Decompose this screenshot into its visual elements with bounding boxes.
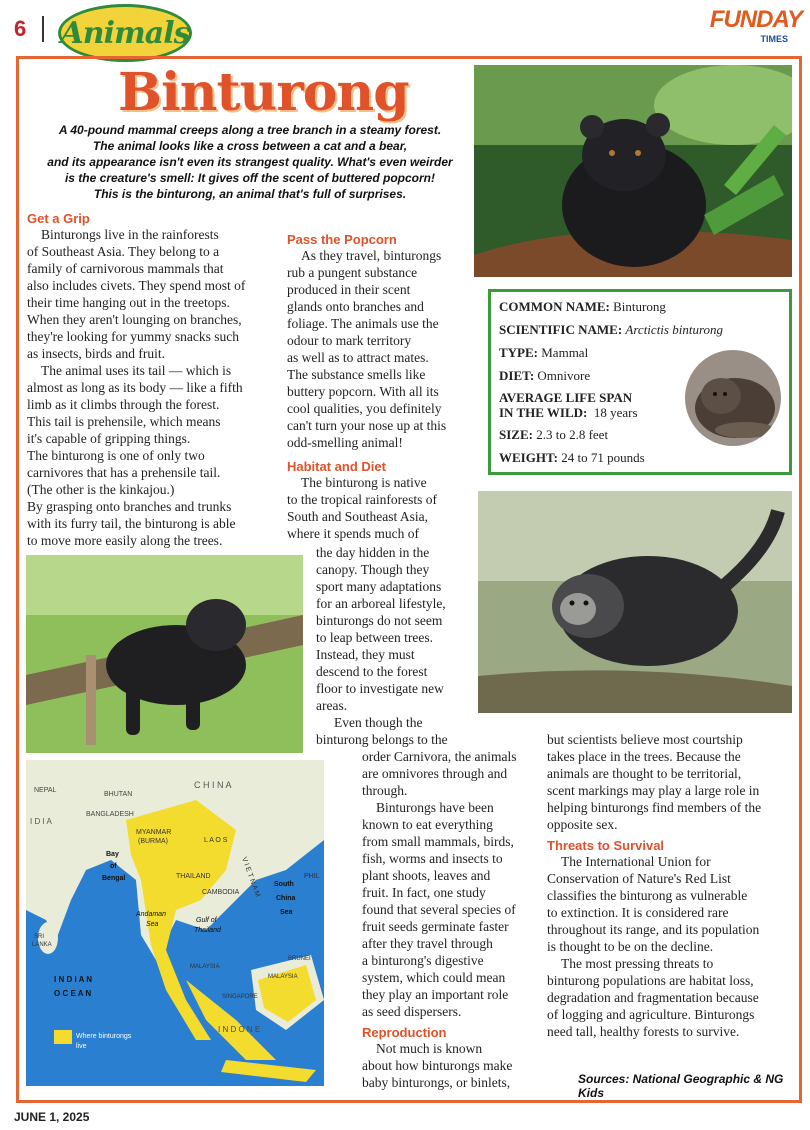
section-heading: Get a Grip: [27, 211, 90, 226]
text-line: buttery popcorn. With all its: [287, 384, 439, 399]
text-line: through.: [362, 783, 408, 798]
intro-line: is the creature's smell: It gives off the scent of buttered popcorn!: [64, 171, 436, 185]
map-label-nepal: NEPAL: [34, 787, 57, 794]
section-body: [287, 247, 477, 451]
map-label-gulf: Gulf of: [196, 917, 217, 924]
map-label-india: I D I A: [30, 817, 52, 826]
map-label-laos: L A O S: [204, 837, 228, 844]
binturong-photo-branch: [26, 555, 303, 753]
text-line: glands onto branches and: [287, 299, 424, 314]
range-map: [26, 760, 324, 1086]
map-label-bay: Bay: [106, 851, 119, 858]
intro-line: and its appearance isn't even its strangest quality. What's even weirder: [47, 155, 453, 169]
text-line: to the tropical rainforests of: [287, 492, 437, 507]
text-line: is thought to be on the decline.: [547, 939, 714, 954]
text-line: animals are thought to be territorial,: [547, 766, 742, 781]
text-line: Not much is known: [376, 1041, 483, 1056]
brand-name: FUNDAY: [709, 6, 802, 33]
text-line: they play an important role: [362, 987, 509, 1002]
map-label-bangladesh: BANGLADESH: [86, 811, 134, 818]
map-label-phil: PHIL: [304, 873, 320, 880]
map-label-south-china: China: [276, 895, 296, 902]
fact-type: TYPE: Mammal: [499, 345, 589, 360]
intro-line: This is the binturong, an animal that's full of surprises.: [93, 187, 407, 201]
header-divider: [42, 16, 44, 42]
section-reproduction-cont: [547, 731, 792, 833]
text-line: but scientists believe most courtship: [547, 732, 743, 747]
binturong-photo-walking: [478, 491, 792, 713]
text-line: need tall, healthy forests to survive.: [547, 1024, 740, 1039]
text-line: scent markings may play a large role in: [547, 783, 760, 798]
text-line: plant shoots, leaves and: [362, 868, 491, 883]
text-line: can't turn your nose up at this: [287, 418, 447, 433]
map-label-thailand: THAILAND: [176, 873, 211, 880]
text-line: throughout its range, and its population: [547, 922, 760, 937]
text-line: South and Southeast Asia,: [287, 509, 428, 524]
section-body: [547, 853, 792, 1040]
map-label-bhutan: BHUTAN: [104, 791, 133, 798]
text-line: The binturong is native: [301, 475, 427, 490]
text-line: odd-smelling animal!: [287, 435, 403, 450]
text-line: fruit seeds germinate faster: [362, 919, 509, 934]
section-habitat-cont: [316, 731, 496, 748]
text-line: The binturong is one of only two: [27, 448, 205, 463]
text-line: almost as long as its body — like a fifth: [27, 380, 243, 395]
text-line: to extinction. It is considered rare: [547, 905, 729, 920]
map-legend-text: live: [76, 1043, 87, 1050]
text-line: as seed dispersers.: [362, 1004, 462, 1019]
map-label-singapore: SINGAPORE: [222, 994, 258, 1000]
map-label-china: C H I N A: [194, 780, 232, 790]
text-line: fish, worms and insects to: [362, 851, 503, 866]
text-line: known to eat everything: [362, 817, 493, 832]
section-heading: Threats to Survival: [547, 838, 665, 853]
text-line: areas.: [316, 698, 348, 713]
text-line: their time hanging out in the treetops.: [27, 295, 230, 310]
text-line: sport many adaptations: [316, 579, 442, 594]
issue-date: JUNE 1, 2025: [14, 1110, 90, 1124]
map-label-bay: Bengal: [102, 875, 126, 882]
text-line: odour to mark territory: [287, 333, 412, 348]
map-label-andaman: Sea: [146, 921, 159, 928]
fact-weight: WEIGHT: 24 to 71 pounds: [499, 450, 645, 465]
fact-life-span: AVERAGE LIFE SPAN IN THE WILD: 18 years: [499, 390, 638, 420]
text-line: classifies the binturong as vulnerable: [547, 888, 748, 903]
fact-scientific-name: SCIENTIFIC NAME: Arctictis binturong: [499, 322, 724, 337]
text-line: foliage. The animals use the: [287, 316, 439, 331]
binturong-photo-top: [474, 65, 792, 277]
section-body: [362, 1040, 542, 1091]
text-line: This tail is prehensile, which means: [27, 414, 221, 429]
text-line: of Southeast Asia. They belong to a: [27, 244, 220, 259]
map-label-burma: (BURMA): [138, 838, 168, 845]
map-legend-text: Where binturongs: [76, 1033, 132, 1040]
text-line: also includes civets. They spend most of: [27, 278, 246, 293]
text-line: The International Union for: [561, 854, 711, 869]
text-line: baby binturongs, or binlets,: [362, 1075, 511, 1090]
text-line: fruit. In fact, one study: [362, 885, 486, 900]
text-line: As they travel, binturongs: [301, 248, 442, 263]
text-line: Even though the: [334, 715, 423, 730]
text-line: for an arboreal lifestyle,: [316, 596, 446, 611]
section-body: [287, 474, 477, 542]
binturong-portrait: [685, 350, 781, 446]
text-line: canopy. Though they: [316, 562, 430, 577]
map-label-indian-ocean: I N D I A N: [54, 975, 93, 984]
section-body: [27, 226, 277, 549]
text-line: of logging and agriculture. Binturongs: [547, 1007, 755, 1022]
text-line: By grasping onto branches and trunks: [27, 499, 232, 514]
map-label-bay: of: [110, 863, 117, 870]
map-label-vietnam: V I E T N A M: [240, 856, 261, 898]
text-line: limb as it climbs through the forest.: [27, 397, 220, 412]
section-threats: [547, 838, 792, 1040]
text-line: helping binturongs find members of the: [547, 800, 762, 815]
text-line: binturongs do not seem: [316, 613, 443, 628]
map-label-south-china: Sea: [280, 909, 293, 916]
text-line: the day hidden in the: [316, 545, 430, 560]
fact-box: [488, 289, 792, 475]
section-habitat-cont: [316, 544, 478, 731]
text-line: Conservation of Nature's Red List: [547, 871, 731, 886]
map-label-indian-ocean: O C E A N: [54, 989, 92, 998]
brand-sub: TIMES: [760, 34, 788, 44]
section-heading: Pass the Popcorn: [287, 232, 397, 247]
map-label-cambodia: CAMBODIA: [202, 889, 240, 896]
fact-common-name: COMMON NAME: Binturong: [499, 299, 666, 314]
intro-paragraph: [30, 122, 470, 202]
map-label-indonesia: I N D O N E: [218, 1025, 261, 1034]
text-line: produced in their scent: [287, 282, 411, 297]
text-line: to move more easily along the trees.: [27, 533, 223, 548]
text-line: as insects, birds and fruit.: [27, 346, 165, 361]
map-label-malaysia-west: MALAYSIA: [190, 964, 220, 970]
map-label-south-china: South: [274, 881, 294, 888]
text-line: Binturongs live in the rainforests: [41, 227, 219, 242]
text-line: are omnivores through and: [362, 766, 508, 781]
text-line: as well as to attract mates.: [287, 350, 429, 365]
intro-line: A 40-pound mammal creeps along a tree branch in a steamy forest.: [58, 123, 442, 137]
text-line: Binturongs have been: [376, 800, 494, 815]
fact-size: SIZE: 2.3 to 2.8 feet: [499, 427, 609, 442]
text-line: it's capable of gripping things.: [27, 431, 191, 446]
map-label-andaman: Andaman: [136, 911, 166, 918]
map-label-sri-lanka: LANKA: [32, 942, 52, 948]
map-legend-swatch: [54, 1030, 72, 1044]
text-line: (The other is the kinkajou.): [27, 482, 175, 497]
text-line: from small mammals, birds,: [362, 834, 514, 849]
text-line: to leap between trees.: [316, 630, 433, 645]
text-line: cool qualities, you definitely: [287, 401, 442, 416]
section-habitat: [287, 459, 477, 542]
section-reproduction: [362, 1025, 542, 1091]
article-title: Binturong: [118, 62, 409, 123]
text-line: The animal uses its tail — which is: [41, 363, 232, 378]
map-label-gulf: Thailand: [194, 927, 221, 934]
text-line: carnivores that has a prehensile tail.: [27, 465, 221, 480]
section-popcorn: [287, 232, 477, 451]
text-line: When they aren't lounging on branches,: [27, 312, 242, 327]
section-habitat-cont: [362, 748, 542, 1020]
map-label-brunei: BRUNEI: [288, 956, 311, 962]
text-line: a binturong's digestive: [362, 953, 484, 968]
text-line: degradation and fragmentation because: [547, 990, 759, 1005]
text-line: descend to the forest: [316, 664, 428, 679]
section-logo-text: Animals: [60, 15, 190, 51]
text-line: The most pressing threats to: [561, 956, 714, 971]
text-line: takes place in the trees. Because the: [547, 749, 741, 764]
text-line: family of carnivorous mammals that: [27, 261, 224, 276]
text-line: about how binturongs make: [362, 1058, 513, 1073]
section-heading: Reproduction: [362, 1025, 447, 1040]
map-label-malaysia-east: MALAYSIA: [268, 974, 298, 980]
map-label-myanmar: MYANMAR: [136, 829, 172, 836]
text-line: where it spends much of: [287, 526, 419, 541]
text-line: system, which could mean: [362, 970, 506, 985]
brand-logo: [692, 6, 802, 44]
text-line: rub a pungent substance: [287, 265, 418, 280]
text-line: The substance smells like: [287, 367, 426, 382]
section-heading: Habitat and Diet: [287, 459, 386, 474]
page-number: 6: [14, 16, 27, 41]
text-line: floor to investigate new: [316, 681, 444, 696]
text-line: found that several species of: [362, 902, 516, 917]
text-line: binturong belongs to the: [316, 732, 448, 747]
section-logo: [58, 4, 192, 62]
text-line: Instead, they must: [316, 647, 415, 662]
section-grip: [27, 211, 277, 549]
fact-diet: DIET: Omnivore: [499, 368, 591, 383]
text-line: opposite sex.: [547, 817, 618, 832]
text-line: with its furry tail, the binturong is able: [27, 516, 236, 531]
text-line: after they travel through: [362, 936, 493, 951]
intro-line: The animal looks like a cross between a cat and a bear,: [92, 139, 408, 153]
text-line: they're looking for yummy snacks such: [27, 329, 240, 344]
map-label-sri-lanka: SRI: [34, 934, 45, 940]
sources-credit: Sources: National Geographic & NG Kids: [578, 1072, 784, 1100]
text-line: order Carnivora, the animals: [362, 749, 517, 764]
text-line: binturong populations are habitat loss,: [547, 973, 754, 988]
